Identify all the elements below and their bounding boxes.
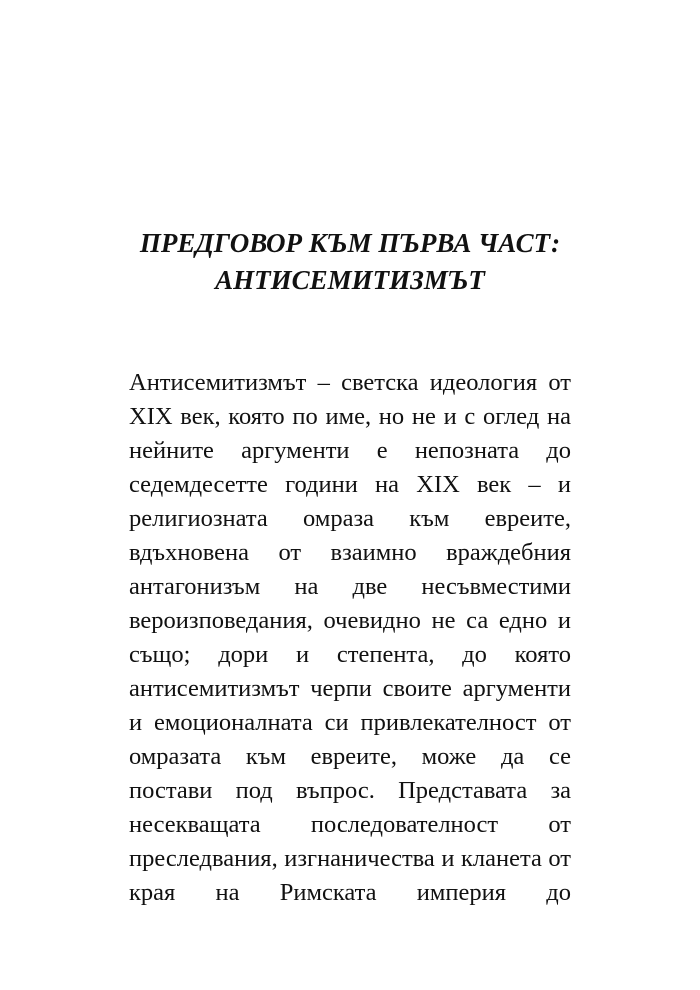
paragraph-line: вдъхновена от взаимно враждебния: [129, 539, 571, 566]
paragraph-line: вероизповедания, очевидно не са едно и: [129, 607, 571, 634]
paragraph-line: нейните аргументи е непозната до: [129, 437, 571, 464]
chapter-heading-line-2: АНТИСЕМИТИЗМЪТ: [215, 265, 485, 295]
paragraph-line: края на Римската империя до: [129, 879, 571, 906]
paragraph-line: антисемитизмът черпи своите аргументи: [129, 675, 571, 702]
chapter-heading: [100, 225, 600, 299]
paragraph-line: несекващата последователност от: [129, 811, 571, 838]
paragraph-line: омразата към евреите, може да се: [129, 743, 571, 770]
paragraph-line: седемдесетте години на XIX век – и: [129, 471, 571, 498]
paragraph-line: XIX век, която по име, но не и с оглед на: [129, 403, 571, 430]
paragraph-line: постави под въпрос. Представата за: [129, 777, 571, 804]
paragraph-line: Антисемитизмът – светска идеология от: [129, 369, 571, 396]
paragraph-line: също; дори и степента, до която: [129, 641, 571, 668]
paragraph-line: преследвания, изгнаничества и кланета от: [129, 845, 571, 872]
paragraph-line: антагонизъм на две несъвместими: [129, 573, 571, 600]
body-paragraph: [129, 366, 571, 910]
paragraph-line: и емоционалната си привлекателност от: [129, 709, 571, 736]
paragraph-line: религиозната омраза към евреите,: [129, 505, 571, 532]
chapter-heading-line-1: ПРЕДГОВОР КЪМ ПЪРВА ЧАСТ:: [139, 228, 561, 258]
